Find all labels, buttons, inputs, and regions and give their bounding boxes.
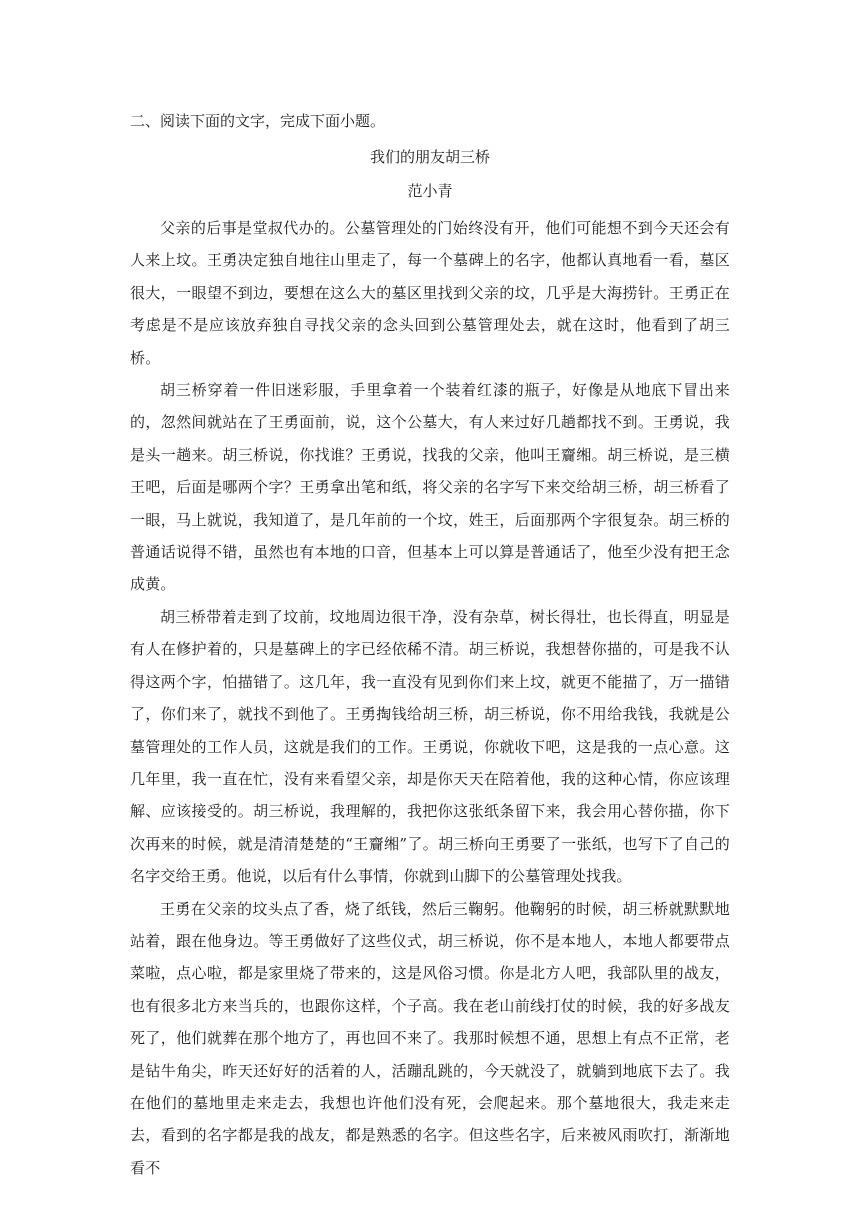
article-author: 范小青 (407, 182, 453, 200)
paragraph-1: 父亲的后事是堂叔代办的。公墓管理处的门始终没有开，他们可能想不到今天还会有人来上坟。王勇决定独自地往山里走了，每一个墓碑上的名字，他都认真地看一看，墓区很大，一眼望不到边，要想在这么大的墓区里找到父亲的坟，几乎是大海捞针。王勇正在考虑是不是应该放弃独自寻找父亲的念头回到公墓管理处去，就在这时，他看到了胡三桥。 (130, 219, 730, 367)
section-heading: 二、阅读下面的文字，完成下面小题。 (130, 112, 386, 130)
document-page (130, 108, 730, 1184)
paragraph-4: 王勇在父亲的坟头点了香，烧了纸钱，然后三鞠躬。他鞠躬的时候，胡三桥就默默地站着，跟在他身边。等王勇做好了这些仪式，胡三桥说，你不是本地人，本地人都要带点菜啦，点心啦，都是家里烧了带来的，这是风俗习惯。你是北方人吧，我部队里的战友，也有很多北方来当兵的，也跟你这样，个子高。我在老山前线打仗的时候，我的好多战友死了，他们就葬在那个地方了，再也回不来了。我那时候想不通，思想上有点不正常，老是钻牛角尖，昨天还好好的活着的人，活蹦乱跳的，今天就没了，就躺到地底下去了。我在他们的墓地里走来走去，我想也许他们没有死，会爬起来。那个墓地很大，我走来走去，看到的名字都是我的战友，都是熟悉的名字。但这些名字，后来被风雨吹打，渐渐地看不 (130, 899, 730, 1177)
article-title: 我们的朋友胡三桥 (369, 148, 490, 166)
paragraph-2: 胡三桥穿着一件旧迷彩服，手里拿着一个装着红漆的瓶子，好像是从地底下冒出来的，忽然间就站在了王勇面前，说，这个公墓大，有人来过好几趟都找不到。王勇说，我是头一趟来。胡三桥说，你找谁？王勇说，找我的父亲，他叫王齎缃。胡三桥说，是三横王吧，后面是哪两个字？王勇拿出笔和纸，将父亲的名字写下来交给胡三桥，胡三桥看了一眼，马上就说，我知道了，是几年前的一个坟，姓王，后面那两个字很复杂。胡三桥的普通话说得不错，虽然也有本地的口音，但基本上可以算是普通话了，他至少没有把王念成黄。 (130, 381, 730, 594)
paragraph-3: 胡三桥带着走到了坟前，坟地周边很干净，没有杂草，树长得壮，也长得直，明显是有人在修护着的，只是墓碑上的字已经依稀不清。胡三桥说，我想替你描的，可是我不认得这两个字，怕描错了。这几年，我一直没有见到你们来上坟，就更不能描了，万一描错了，你们来了，就找不到他了。王勇掏钱给胡三桥，胡三桥说，你不用给我钱，我就是公墓管理处的工作人员，这就是我们的工作。王勇说，你就收下吧，这是我的一点心意。这几年里，我一直在忙，没有来看望父亲，却是你天天在陪着他，我的这种心情，你应该理解、应该接受的。胡三桥说，我理解的，我把你这张纸条留下来，我会用心替你描，你下次再来的时候，就是清清楚楚的“王齎缃”了。胡三桥向王勇要了一张纸，也写下了自己的名字交给王勇。他说，以后有什么事情，你就到山脚下的公墓管理处找我。 (130, 607, 730, 886)
